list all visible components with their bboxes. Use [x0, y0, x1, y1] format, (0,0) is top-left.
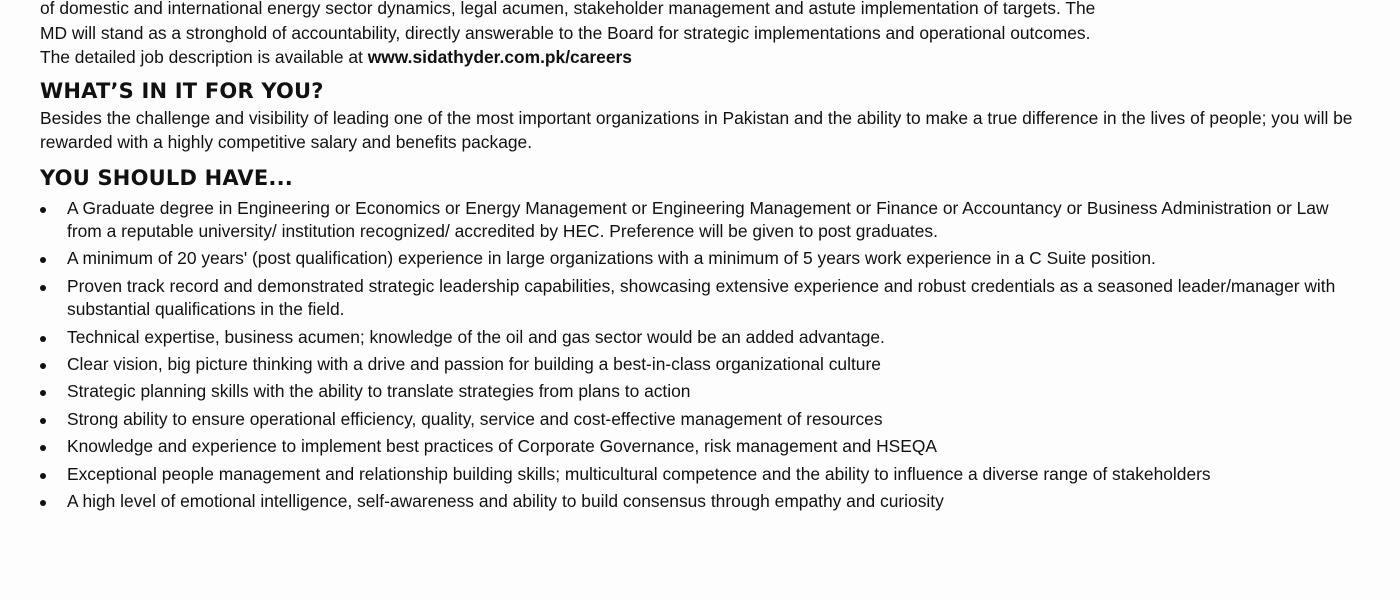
list-item — [40, 490, 1360, 513]
advertisement-content — [40, 0, 1360, 517]
requirement-text: A Graduate degree in Engineering or Economics or Energy Management or Engineering Management or Finance or Accountancy or Business Administration or Law from a reputable university/ institution recognized/ accredited by HEC. Preference will be given to post graduates. — [67, 197, 1329, 241]
requirement-text: Proven track record and demonstrated strategic leadership capabilities, showcasing extensive experience and robust credentials as a seasoned leader/manager with substantial qualifications in the field. — [67, 275, 1336, 320]
bullet-icon — [40, 445, 46, 451]
requirements-list — [40, 197, 1360, 514]
bullet-icon — [40, 285, 46, 291]
list-item — [40, 408, 1360, 431]
intro-line-2: MD will stand as a stronghold of accountability, directly answerable to the Board for strategic implementations and operational outcomes. — [40, 22, 1091, 43]
bullet-icon — [40, 207, 46, 213]
intro-line-1: of domestic and international energy sector dynamics, legal acumen, stakeholder management and astute implementation of targets. The — [40, 0, 1096, 18]
whats-in-it-heading: WHAT’S IN IT FOR YOU? — [40, 78, 324, 103]
list-item — [40, 435, 1360, 458]
list-item — [40, 275, 1360, 322]
intro-paragraph — [40, 0, 1360, 70]
requirement-text: Exceptional people management and relationship building skills; multicultural competence and the ability to influence a diverse range of stakeholders — [67, 463, 1211, 484]
list-item — [40, 326, 1360, 349]
requirement-text: Clear vision, big picture thinking with a drive and passion for building a best-in-class organizational culture — [67, 353, 881, 374]
list-item — [40, 197, 1360, 244]
intro-line-3: The detailed job description is available at — [40, 47, 368, 67]
bullet-icon — [40, 418, 46, 424]
requirement-text: A high level of emotional intelligence, self-awareness and ability to build consensus through empathy and curiosity — [67, 490, 944, 511]
list-item — [40, 247, 1360, 270]
careers-link[interactable]: www.sidathyder.com.pk/careers — [367, 47, 632, 67]
requirement-text: Knowledge and experience to implement best practices of Corporate Governance, risk management and HSEQA — [67, 436, 937, 457]
bullet-icon — [40, 473, 46, 479]
bullet-icon — [40, 257, 46, 263]
requirement-text: Strong ability to ensure operational efficiency, quality, service and cost-effective management of resources — [67, 408, 883, 429]
requirement-text: A minimum of 20 years' (post qualification) experience in large organizations with a minimum of 5 years work experience in a C Suite position. — [67, 248, 1156, 269]
bullet-icon — [40, 363, 46, 369]
bullet-icon — [40, 336, 46, 342]
list-item — [40, 463, 1360, 486]
whats-in-it-text: Besides the challenge and visibility of leading one of the most important organizations in Pakistan and the ability to make a true difference in the lives of people; you will be rewarded with a highly competitive salary and benefits package. — [40, 107, 1353, 152]
list-item — [40, 380, 1360, 403]
bullet-icon — [40, 500, 46, 506]
bullet-icon — [40, 390, 46, 396]
requirement-text: Strategic planning skills with the ability to translate strategies from plans to action — [67, 381, 691, 402]
requirement-text: Technical expertise, business acumen; knowledge of the oil and gas sector would be an added advantage. — [67, 326, 885, 347]
list-item — [40, 353, 1360, 376]
should-have-heading: YOU SHOULD HAVE... — [40, 165, 293, 190]
